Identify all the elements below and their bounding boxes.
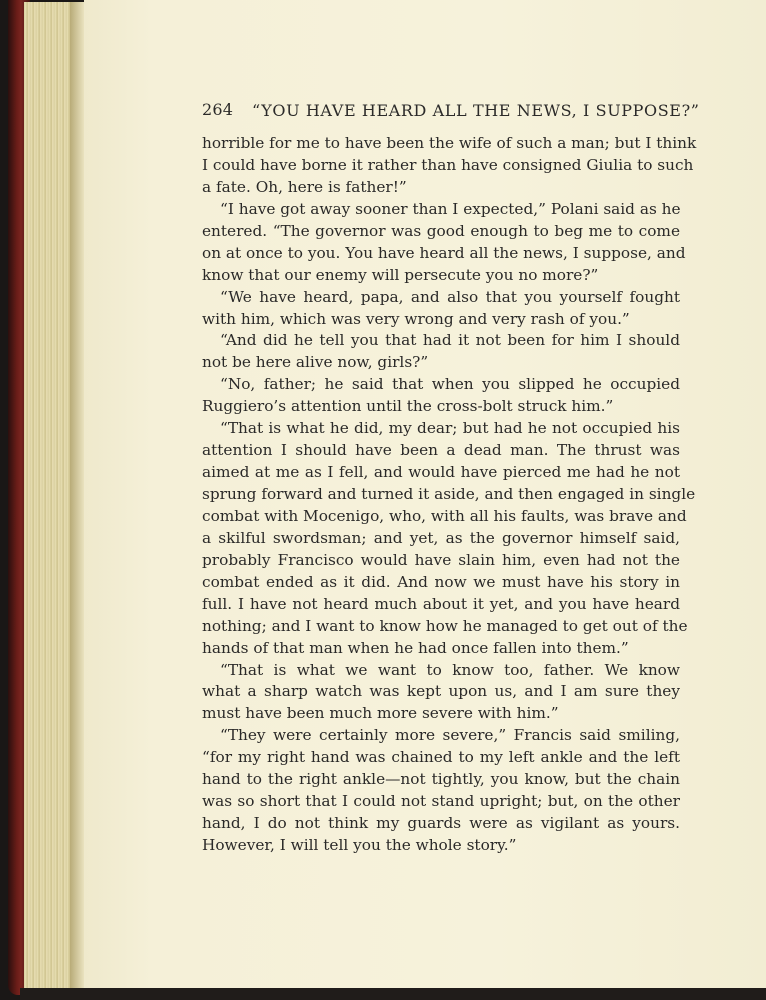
running-head: “YOU HAVE HEARD ALL THE NEWS, I SUPPOSE?” (252, 101, 700, 120)
text-line: was so short that I could not stand upright; but, on the other (202, 792, 680, 811)
page-header (202, 100, 700, 124)
text-line: combat with Mocenigo, who, with all his faults, was brave and (202, 506, 687, 525)
text-line: combat ended as it did. And now we must have his story in (202, 572, 680, 591)
text-line: not be here alive now, girls?” (202, 353, 429, 372)
text-line: aimed at me as I fell, and would have pierced me had he not (202, 463, 680, 482)
text-line: hands of that man when he had once fallen into them.” (202, 638, 629, 657)
text-line: hand to the right ankle—not tightly, you know, but the chain (202, 770, 680, 789)
text-line: “That is what he did, my dear; but had he not occupied his (220, 419, 680, 438)
text-line: what a sharp watch was kept upon us, and I am sure they (202, 682, 680, 701)
page-text-body (202, 133, 697, 857)
text-line: “That is what we want to know too, father. We know (220, 660, 680, 679)
text-line: However, I will tell you the whole story.” (202, 836, 517, 854)
text-line: a skilful swordsman; and yet, as the governor himself said, (202, 528, 680, 547)
text-line: probably Francisco would have slain him, even had not the (202, 550, 680, 569)
text-line: “They were certainly more severe,” Francis said smiling, (220, 726, 680, 745)
text-line: I could have borne it rather than have consigned Giulia to such (202, 155, 694, 174)
text-line: full. I have not heard much about it yet, and you have heard (202, 594, 680, 613)
text-line: attention I should have been a dead man. The thrust was (202, 441, 680, 460)
text-line: horrible for me to have been the wife of such a man; but I think (202, 134, 697, 152)
text-line: must have been much more severe with him.” (202, 704, 559, 723)
bottom-shadow (20, 988, 766, 1000)
text-line: “No, father; he said that when you slipped he occupied (220, 375, 680, 394)
text-line: entered. “The governor was good enough to beg me to come (202, 221, 680, 240)
text-line: Ruggiero’s attention until the cross-bolt struck him.” (202, 397, 614, 416)
text-line: know that our enemy will persecute you no more?” (202, 265, 599, 284)
text-line: a fate. Oh, here is father!” (202, 177, 407, 196)
text-line: hand, I do not think my guards were as vigilant as yours. (202, 814, 680, 833)
text-line: “for my right hand was chained to my left ankle and the left (202, 748, 680, 767)
text-line: “I have got away sooner than I expected,” Polani said as he (220, 199, 681, 218)
text-line: sprung forward and turned it aside, and then engaged in single (202, 485, 696, 503)
text-line: nothing; and I want to know how he managed to get out of the (202, 616, 688, 635)
text-line: with him, which was very wrong and very rash of you.” (202, 309, 630, 328)
text-line: on at once to you. You have heard all the news, I suppose, and (202, 243, 686, 262)
text-line: “And did he tell you that had it not been for him I should (220, 331, 680, 350)
text-line: “We have heard, papa, and also that you yourself fought (220, 287, 680, 306)
page-number: 264 (202, 100, 234, 119)
